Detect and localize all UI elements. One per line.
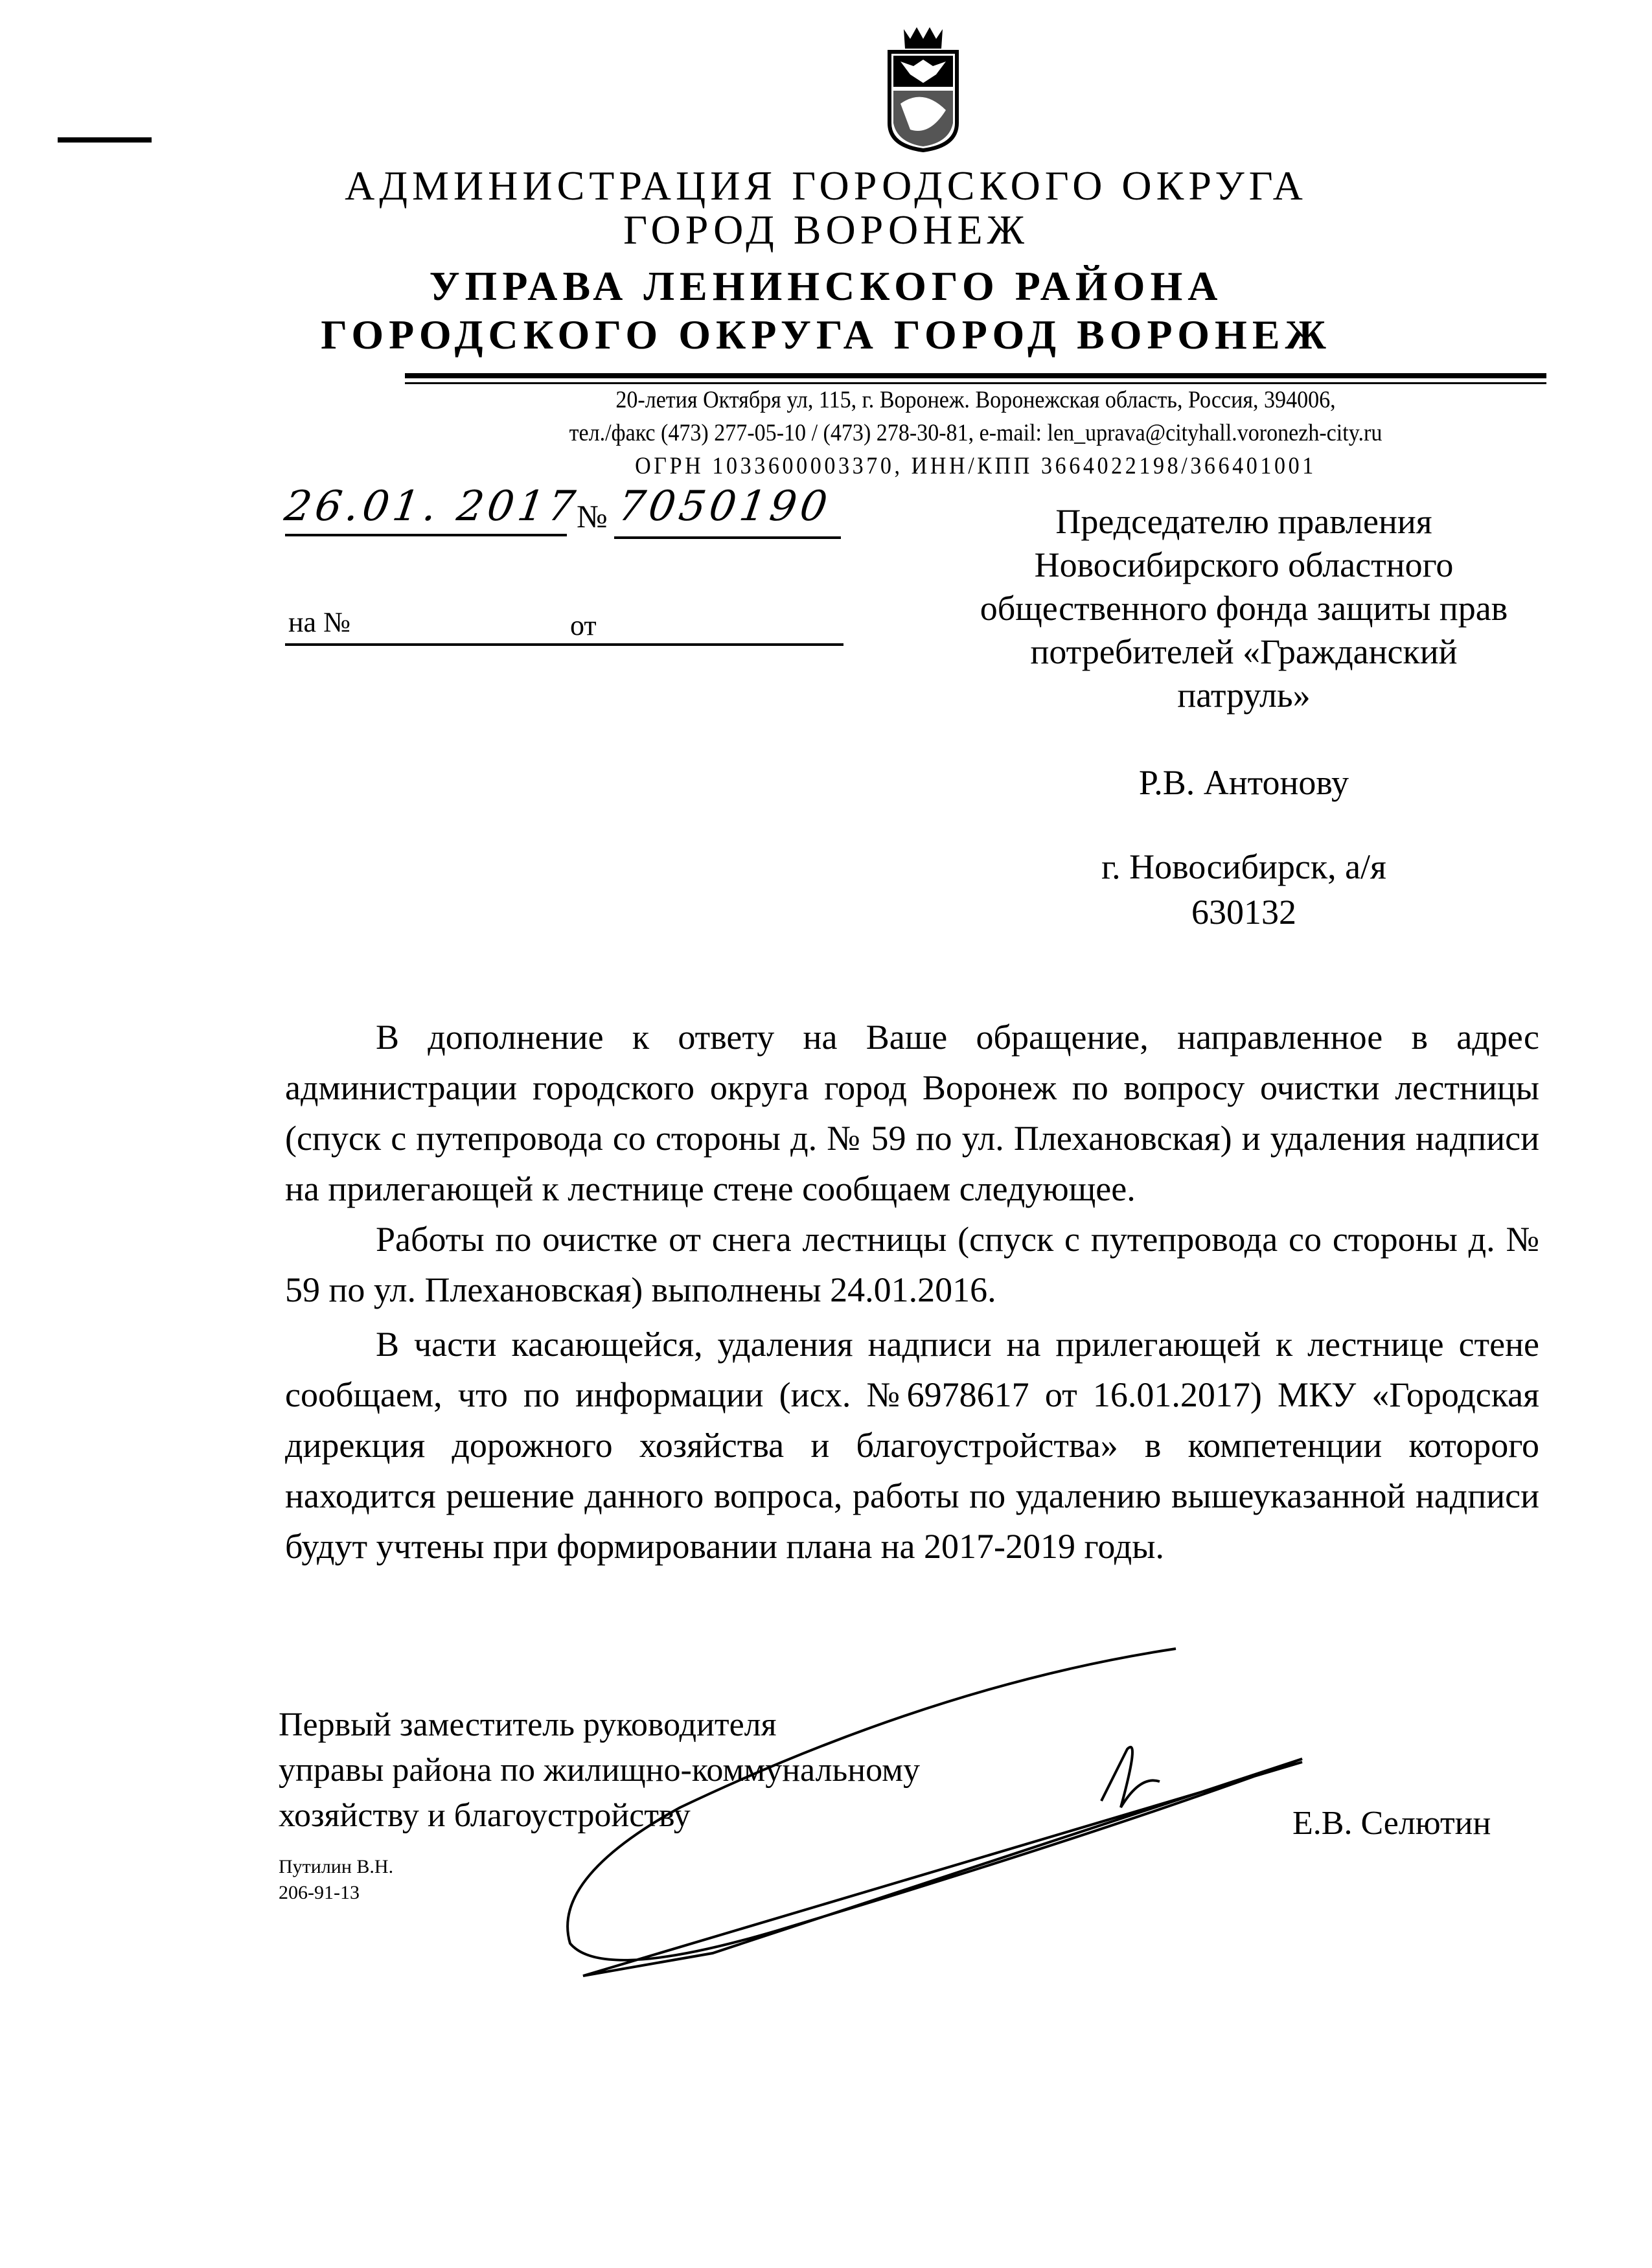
- executor-phone: 206-91-13: [279, 1882, 360, 1903]
- number-label: №: [577, 498, 608, 534]
- addressee-line: патруль»: [1177, 676, 1311, 715]
- addressee-name: Р.В. Антонову: [1138, 763, 1349, 802]
- executor-name: Путилин В.Н.: [279, 1856, 394, 1877]
- addressee-line: Председателю правления: [1055, 502, 1432, 541]
- org-subtitle-line2: ГОРОДСКОГО ОКРУГА ГОРОД ВОРОНЕЖ: [321, 312, 1331, 358]
- org-contacts: тел./факс (473) 277-05-10 / (473) 278-30-81, e-mail: len_uprava@cityhall.voronezh-city.ru: [569, 420, 1382, 446]
- document-number: 7050190: [615, 483, 834, 531]
- signatory-name: Е.В. Селютин: [1292, 1805, 1491, 1842]
- body-paragraph: В части касающейся, удаления надписи на прилегающей к лестнице стене сообщаем, что по информации (исх. №6978617 от 16.01.2017) МКУ «Городская дирекция дорожного хозяйства и благоустройства» в компетенции которого находится решение данного вопроса, работы по удалению вышеуказанной надписи будут учтены при формировании плана на 2017-2019 годы.: [285, 1325, 1539, 1566]
- position-line: хозяйству и благоустройству: [279, 1797, 691, 1834]
- addressee-city: г. Новосибирск, а/я: [1101, 847, 1386, 886]
- org-address: 20-летия Октября ул, 115, г. Воронеж. Воронежская область, Россия, 394006,: [615, 387, 1336, 413]
- org-subtitle-line1: УПРАВА ЛЕНИНСКОГО РАЙОНА: [429, 263, 1223, 309]
- addressee-line: общественного фонда защиты прав: [980, 589, 1508, 628]
- body-paragraph: В дополнение к ответу на Ваше обращение, направленное в адрес администрации городского округа город Воронеж по вопросу очистки лестницы (спуск с путепровода со стороны д. № 59 по ул. Плехановская) и удаления надписи на прилегающей к лестнице стене сообщаем следующее.: [285, 1018, 1539, 1208]
- org-title-line1: АДМИНИСТРАЦИЯ ГОРОДСКОГО ОКРУГА: [345, 163, 1307, 209]
- reply-number-label: на №: [288, 606, 351, 638]
- body-paragraph: Работы по очистке от снега лестницы (спуск с путепровода со стороны д. № 59 по ул. Плехановская) выполнены 24.01.2016.: [285, 1220, 1539, 1309]
- document-date: 26.01. 2017: [281, 483, 582, 531]
- position-line: Первый заместитель руководителя: [279, 1706, 777, 1743]
- addressee-line: потребителей «Гражданский: [1030, 632, 1458, 671]
- addressee-postbox: 630132: [1191, 893, 1296, 932]
- position-line: управы района по жилищно-коммунальному: [279, 1752, 920, 1789]
- reply-from-label: от: [570, 610, 597, 641]
- addressee-line: Новосибирского областного: [1034, 545, 1454, 584]
- org-title-line2: ГОРОД ВОРОНЕЖ: [623, 207, 1029, 253]
- org-registration: ОГРН 1033600003370, ИНН/КПП 3664022198/366401001: [635, 453, 1316, 479]
